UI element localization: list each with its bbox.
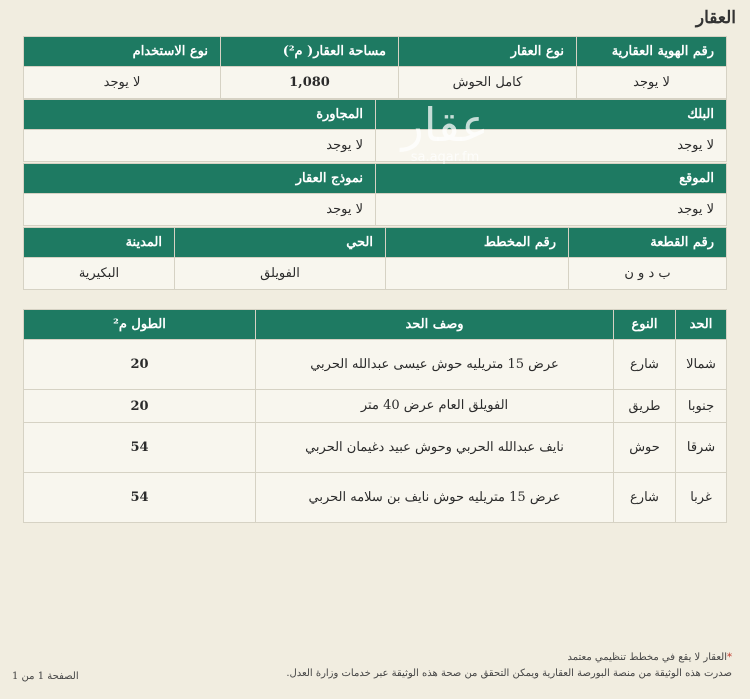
header-property-area: مساحة العقار( م²) bbox=[221, 37, 399, 67]
header-boundary-side: الحد bbox=[676, 310, 727, 340]
boundary-desc: عرض 15 متريليه حوش نايف بن سلامه الحربي bbox=[256, 473, 614, 523]
value-block: لا يوجد bbox=[376, 130, 727, 162]
value-property-type: كامل الحوش bbox=[399, 67, 577, 99]
value-parcel-number: ب د و ن bbox=[569, 258, 727, 290]
value-property-area: 1,080 bbox=[221, 67, 399, 99]
table-row bbox=[24, 340, 727, 390]
header-location: الموقع bbox=[376, 164, 727, 194]
header-neighbor: المجاورة bbox=[24, 100, 376, 130]
value-model: لا يوجد bbox=[24, 194, 376, 226]
value-property-id: لا يوجد bbox=[577, 67, 727, 99]
boundary-side: شمالا bbox=[676, 340, 727, 390]
boundary-desc: نايف عبدالله الحربي وحوش عبيد دغيمان الحربي bbox=[256, 423, 614, 473]
header-property-type: نوع العقار bbox=[399, 37, 577, 67]
section-title: العقار bbox=[695, 8, 736, 28]
footer-asterisk: * bbox=[727, 652, 732, 663]
header-plan-number: رقم المخطط bbox=[386, 228, 569, 258]
boundary-side: شرقا bbox=[676, 423, 727, 473]
parcel-table bbox=[23, 227, 727, 290]
boundary-type: حوش bbox=[614, 423, 676, 473]
header-boundary-desc: وصف الحد bbox=[256, 310, 614, 340]
header-district: الحي bbox=[175, 228, 386, 258]
table-row bbox=[24, 423, 727, 473]
property-table bbox=[23, 36, 727, 99]
value-city: البكيرية bbox=[24, 258, 175, 290]
header-boundary-type: النوع bbox=[614, 310, 676, 340]
value-district: الفويلق bbox=[175, 258, 386, 290]
header-city: المدينة bbox=[24, 228, 175, 258]
header-usage-type: نوع الاستخدام bbox=[24, 37, 221, 67]
boundary-type: شارع bbox=[614, 340, 676, 390]
boundary-length: 54 bbox=[24, 423, 256, 473]
boundary-side: جنوبا bbox=[676, 390, 727, 423]
value-plan-number bbox=[386, 258, 569, 290]
header-parcel-number: رقم القطعة bbox=[569, 228, 727, 258]
footer-note-2: صدرت هذه الوثيقة من منصة البورصة العقارية ويمكن التحقق من صحة هذه الوثيقة عبر خدمات وزارة العدل. bbox=[286, 668, 732, 679]
boundaries-table bbox=[23, 309, 727, 523]
boundary-type: شارع bbox=[614, 473, 676, 523]
boundary-type: طريق bbox=[614, 390, 676, 423]
boundary-side: غربا bbox=[676, 473, 727, 523]
header-boundary-length: الطول م² bbox=[24, 310, 256, 340]
header-model: نموذج العقار bbox=[24, 164, 376, 194]
value-usage-type: لا يوجد bbox=[24, 67, 221, 99]
table-row bbox=[24, 390, 727, 423]
footer-note-1-text: العقار لا يقع في مخطط تنظيمي معتمد bbox=[567, 652, 727, 663]
watermark-url: sa.aqar.fm bbox=[410, 150, 480, 165]
boundary-length: 54 bbox=[24, 473, 256, 523]
footer-note-1 bbox=[567, 652, 732, 663]
table-row bbox=[24, 473, 727, 523]
page-number: الصفحة 1 من 1 bbox=[12, 671, 79, 682]
header-block: البلك bbox=[376, 100, 727, 130]
value-neighbor: لا يوجد bbox=[24, 130, 376, 162]
location-table bbox=[23, 163, 727, 226]
boundary-length: 20 bbox=[24, 390, 256, 423]
watermark-brand: عقار bbox=[401, 98, 489, 152]
value-location: لا يوجد bbox=[376, 194, 727, 226]
boundary-desc: الفويلق العام عرض 40 متر bbox=[256, 390, 614, 423]
header-property-id: رقم الهوية العقارية bbox=[577, 37, 727, 67]
boundary-desc: عرض 15 متريليه حوش عيسى عبدالله الحربي bbox=[256, 340, 614, 390]
block-table bbox=[23, 99, 727, 162]
boundary-length: 20 bbox=[24, 340, 256, 390]
